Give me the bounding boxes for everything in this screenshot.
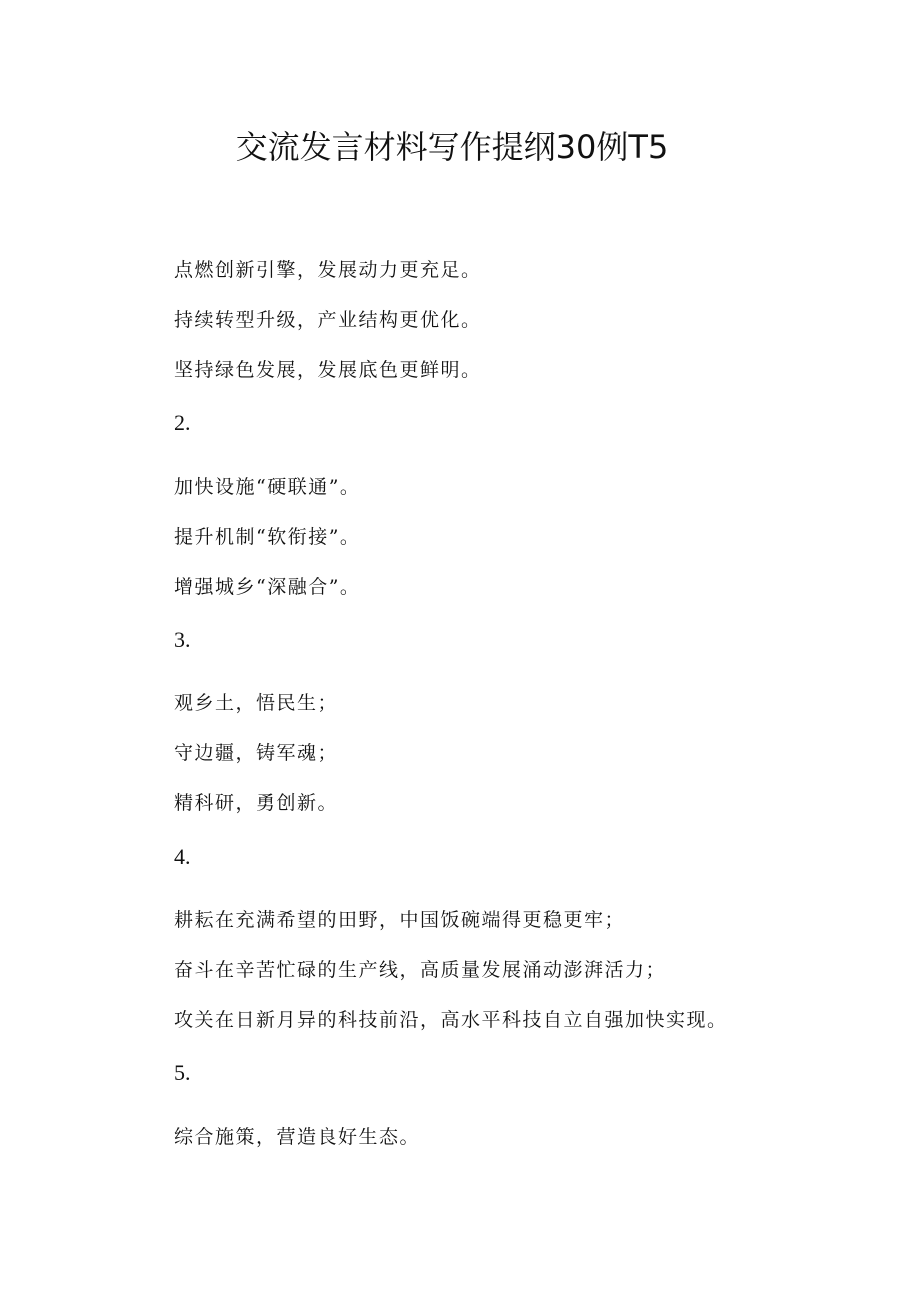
section-number: 3. [174,627,191,652]
text-line: 综合施策，营造良好生态。 [174,1126,421,1148]
text-line: 奋斗在辛苦忙碌的生产线，高质量发展涌动澎湃活力； [174,959,667,981]
text-line: 观乡土，悟民生； [174,692,339,714]
text-line: 加快设施“硬联通”。 [174,476,361,498]
text-line: 攻关在日新月异的科技前沿，高水平科技自立自强加快实现。 [174,1009,728,1031]
section-number: 4. [174,844,191,869]
text-line: 精科研，勇创新。 [174,792,339,814]
document-title: 交流发言材料写作提纲30例T5 [235,128,669,166]
text-line: 点燃创新引擎，发展动力更充足。 [174,259,482,281]
text-line: 耕耘在充满希望的田野，中国饭碗端得更稳更牢； [174,909,626,931]
section-number: 5. [174,1060,191,1085]
section-number: 2. [174,410,191,435]
text-line: 增强城乡“深融合”。 [174,576,361,598]
text-line: 守边疆，铸军魂； [174,742,339,764]
text-line: 持续转型升级，产业结构更优化。 [174,309,482,331]
text-line: 坚持绿色发展，发展底色更鲜明。 [174,359,482,381]
text-line: 提升机制“软衔接”。 [174,526,361,548]
